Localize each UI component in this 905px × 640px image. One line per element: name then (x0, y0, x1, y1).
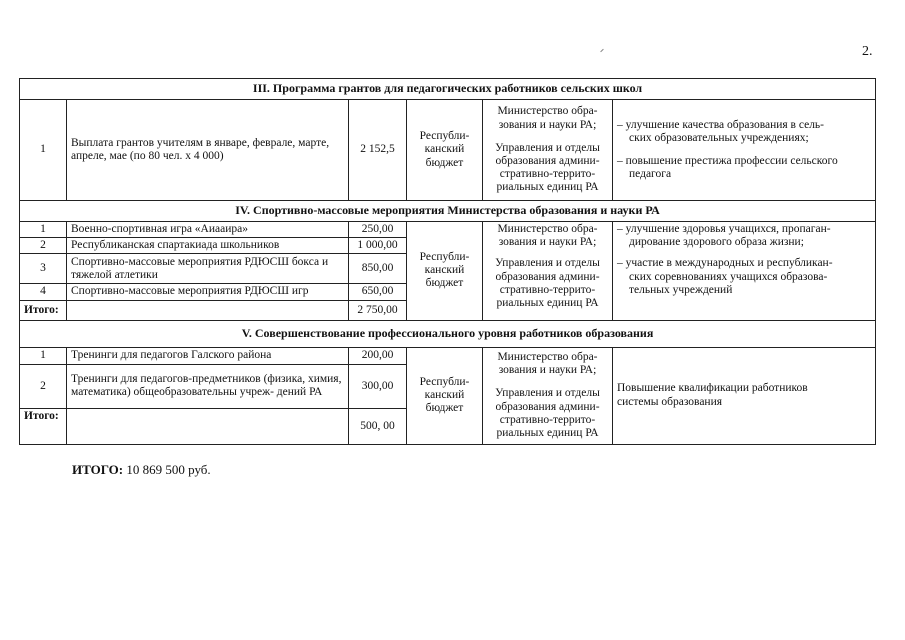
total-amount: 500, 00 (349, 408, 407, 444)
row-name: Спортивно-массовые мероприятия РДЮСШ бокса и тяжелой атлетики (67, 254, 349, 284)
row-number: 1 (20, 347, 67, 364)
row-amount: 250,00 (349, 222, 407, 238)
section-title: IV. Спортивно-массовые мероприятия Министерства образования и науки РА (20, 201, 876, 222)
scan-mark (600, 49, 604, 53)
row-amount: 200,00 (349, 347, 407, 364)
program-table (19, 78, 876, 445)
row-name: Военно-спортивная игра «Аиааира» (67, 222, 349, 238)
row-name: Тренинги для педагогов-предметников (физика, химия, математика) общеобразовательны учреж- дений РА (67, 364, 349, 408)
total-amount: 2 750,00 (349, 300, 407, 320)
row-name: Выплата грантов учителям в январе, феврале, марте, апреле, мае (по 80 чел. х 4 000) (67, 100, 349, 201)
table-row (20, 222, 876, 238)
row-amount: 2 152,5 (349, 100, 407, 201)
table-row (20, 347, 876, 364)
row-number: 1 (20, 100, 67, 201)
expected-results: – улучшение качества образования в сель- ских образовательных учреждениях; – повышение престижа профессии сельского педагога (613, 100, 876, 201)
expected-results: – улучшение здоровья учащихся, пропаган- дирование здорового образа жизни; – участие в международных и республикан- ских соревнованиях учащихся образова- тельных учреждений (613, 222, 876, 321)
grand-total (72, 462, 211, 478)
funding-source: Республи- канский бюджет (407, 222, 483, 321)
section-title: V. Совершенствование профессионального уровня работников образования (20, 320, 876, 347)
row-number: 3 (20, 254, 67, 284)
row-number: 1 (20, 222, 67, 238)
row-amount: 1 000,00 (349, 238, 407, 254)
row-name: Спортивно-массовые мероприятия РДЮСШ игр (67, 284, 349, 300)
grand-total-value: 10 869 500 руб. (126, 462, 211, 477)
page-number: 2. (862, 44, 873, 59)
expected-results: Повышение квалификации работников системы образования (613, 347, 876, 444)
total-label: Итого: (20, 408, 67, 444)
total-label: Итого: (20, 300, 67, 320)
section-title: III. Программа грантов для педагогических работников сельских школ (20, 79, 876, 100)
row-amount: 650,00 (349, 284, 407, 300)
row-number: 4 (20, 284, 67, 300)
section-header (20, 201, 876, 222)
total-empty (67, 408, 349, 444)
funding-source: Республи- канский бюджет (407, 100, 483, 201)
section-header (20, 320, 876, 347)
row-number: 2 (20, 364, 67, 408)
table-row (20, 100, 876, 201)
row-name: Тренинги для педагогов Галского района (67, 347, 349, 364)
funding-source: Республи- канский бюджет (407, 347, 483, 444)
row-amount: 850,00 (349, 254, 407, 284)
section-header (20, 79, 876, 100)
executors: Министерство обра- зования и науки РА; Управления и отделы образования админи- стративно-террито- риальных единиц РА (483, 222, 613, 321)
row-number: 2 (20, 238, 67, 254)
row-amount: 300,00 (349, 364, 407, 408)
total-empty (67, 300, 349, 320)
row-name: Республиканская спартакиада школьников (67, 238, 349, 254)
grand-total-label: ИТОГО: (72, 462, 124, 477)
executors: Министерство обра- зования и науки РА; Управления и отделы образования админи- стративно-террито- риальных единиц РА (483, 347, 613, 444)
executors: Министерство обра- зования и науки РА; Управления и отделы образования админи- стративно-террито- риальных единиц РА (483, 100, 613, 201)
